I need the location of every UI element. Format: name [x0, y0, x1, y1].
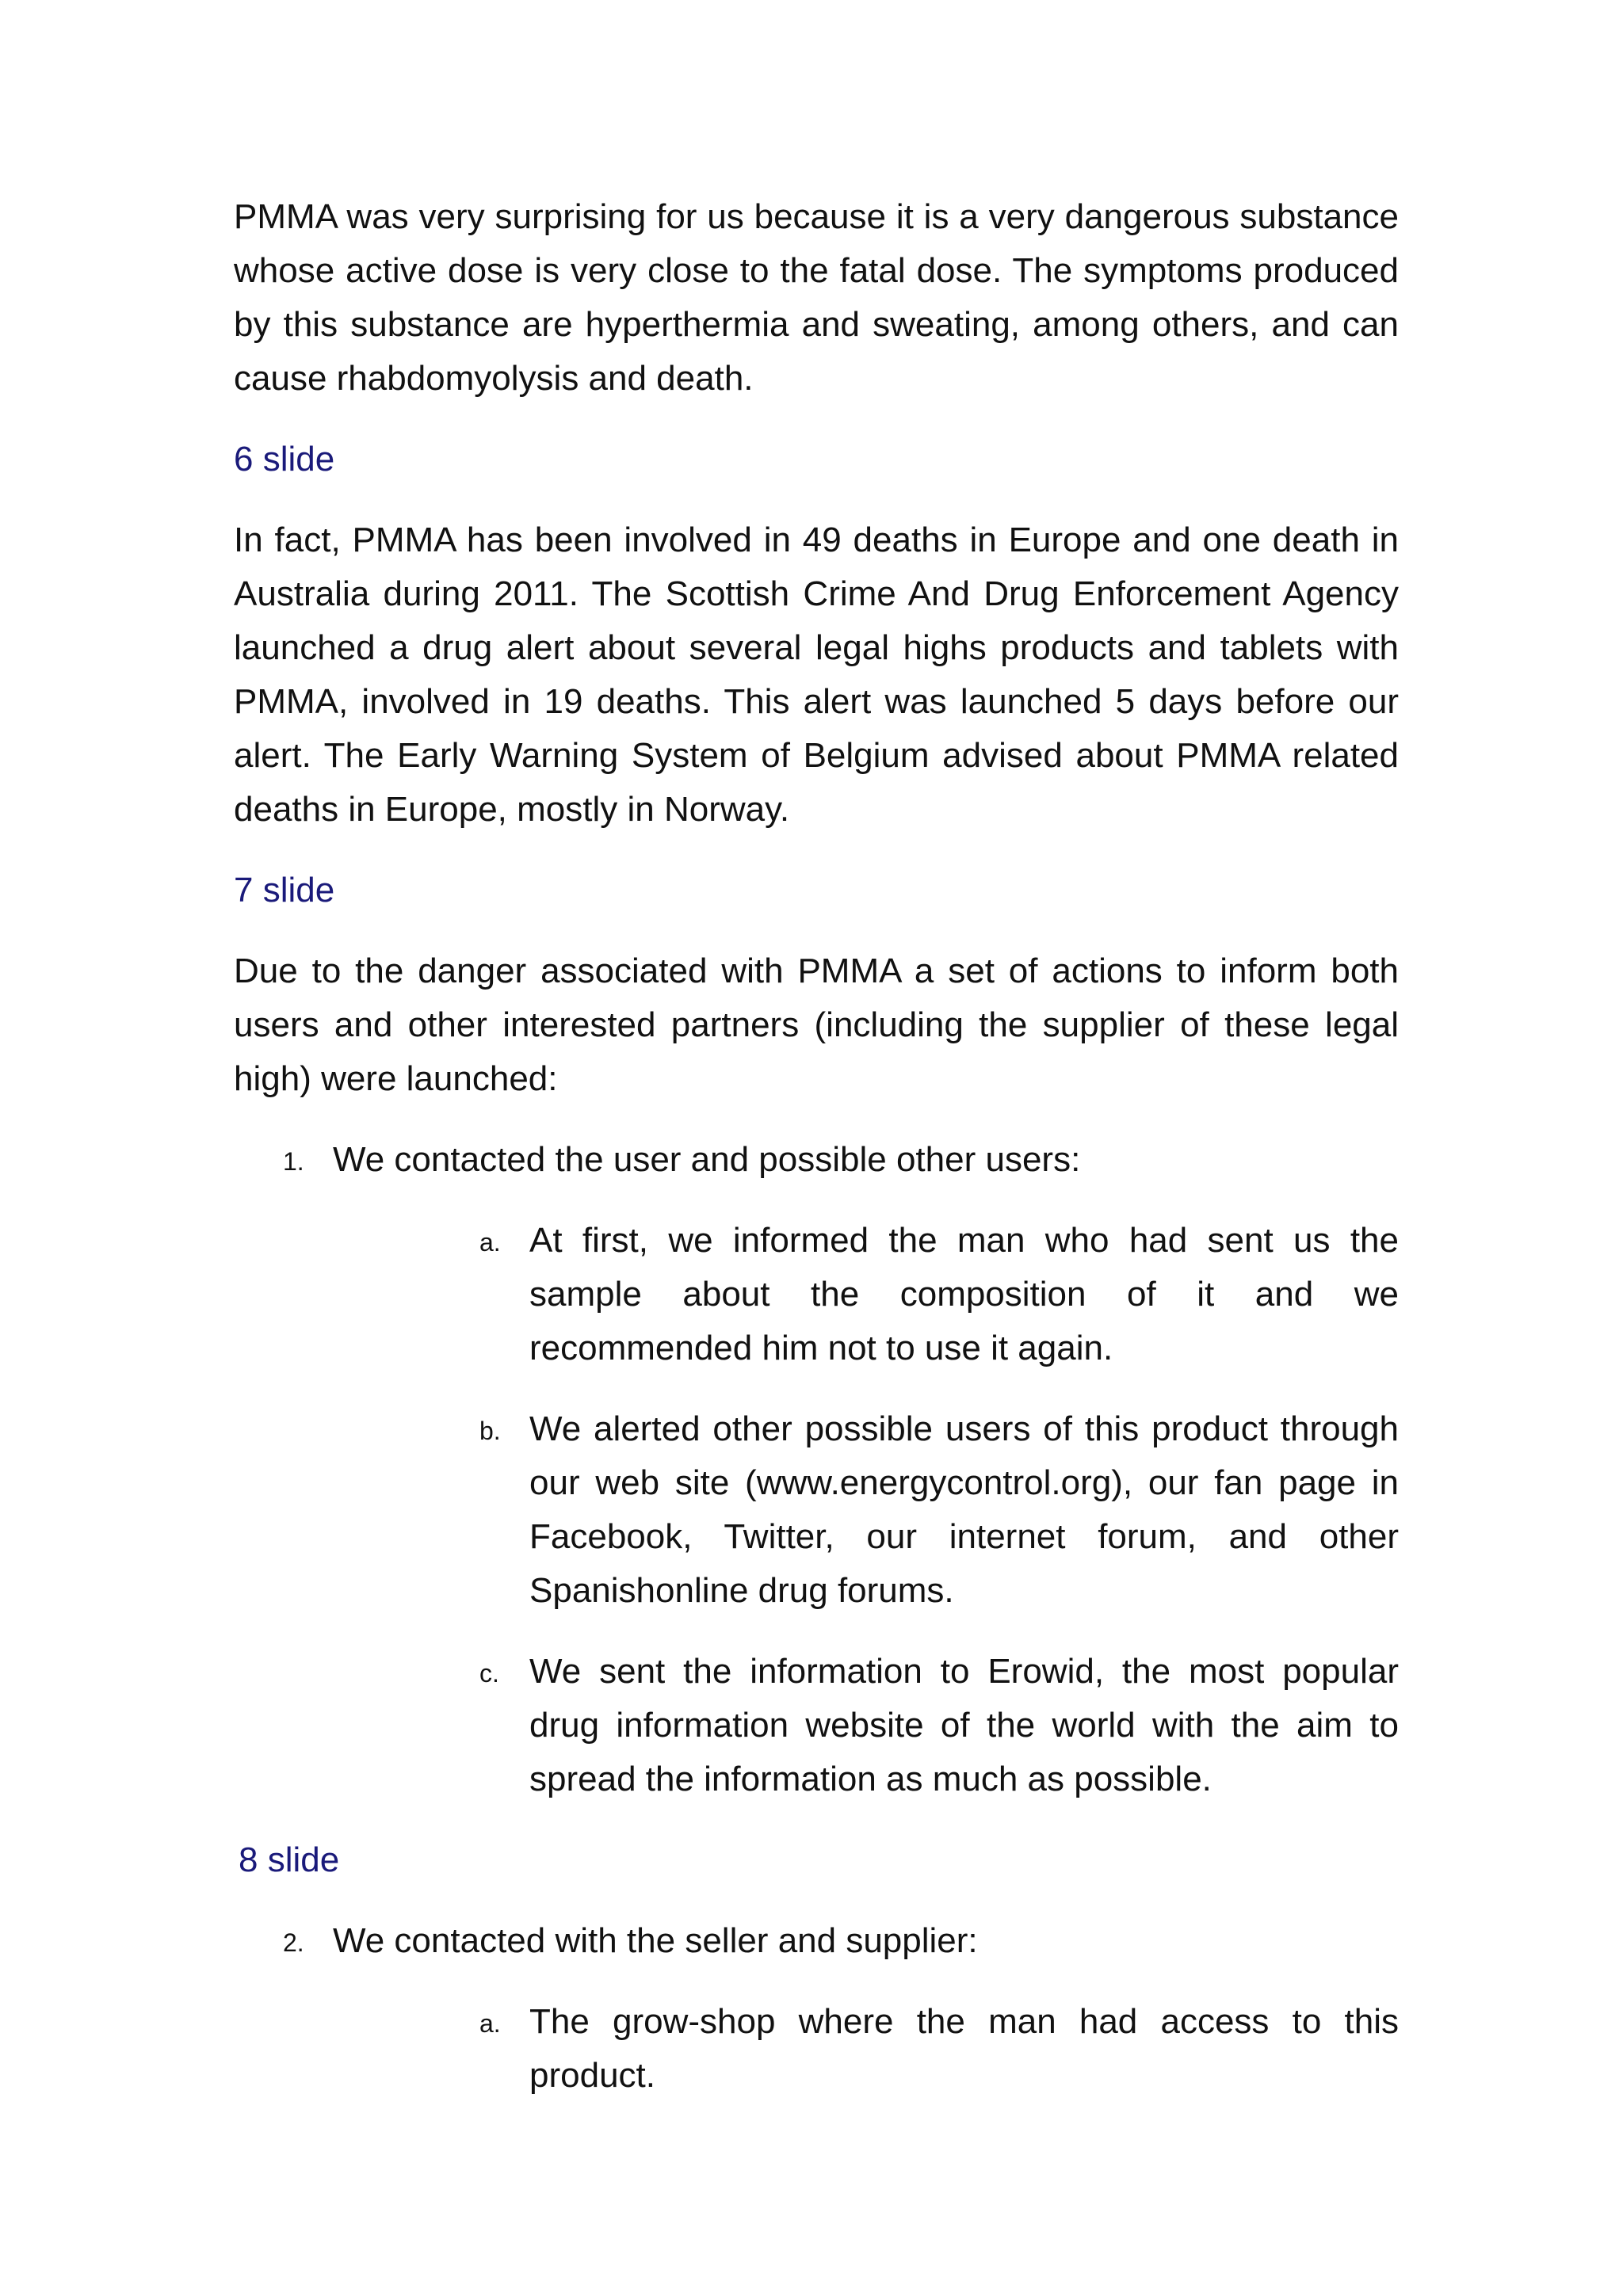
- list-item: [234, 1133, 1399, 1806]
- actions-list: [234, 1133, 1399, 1806]
- sub-list-marker: c.: [479, 1659, 499, 1688]
- sub-list-item: [333, 1995, 1399, 2103]
- sub-list: [333, 1214, 1399, 1806]
- sub-list-item-text: We sent the information to Erowid, the most popular drug information website of the world with the aim to spread the information as much as possible.: [529, 1652, 1399, 1798]
- list-marker: 1.: [283, 1147, 304, 1176]
- sub-list-marker: a.: [479, 2009, 501, 2038]
- paragraph-pmma-danger: PMMA was very surprising for us because it is a very dangerous substance whose active dose is very close to the fatal dose. The symptoms produced by this substance are hyperthermia and sweating, among others, and can cause rhabdomyolysis and death.: [234, 197, 1399, 398]
- sub-list-item-text: We alerted other possible users of this product through our web site (www.energycontrol.org), our fan page in Facebook, Twitter, our internet forum, and other Spanishonline drug forums.: [529, 1409, 1399, 1610]
- list-item-text: We contacted with the seller and supplier:: [333, 1921, 978, 1960]
- sub-list-item-text: At first, we informed the man who had sent us the sample about the composition of it and we recommended him not to use it again.: [529, 1221, 1399, 1367]
- sub-list: [333, 1995, 1399, 2103]
- sub-list-item: [333, 1645, 1399, 1806]
- sub-list-item: [333, 1402, 1399, 1618]
- actions-list-continued: [234, 1914, 1399, 2103]
- heading-slide-6: 6 slide: [234, 440, 335, 479]
- paragraph-pmma-deaths: In fact, PMMA has been involved in 49 deaths in Europe and one death in Australia during 2011. The Scottish Crime And Drug Enforcement Agency launched a drug alert about several legal highs products and tablets with PMMA, involved in 19 deaths. This alert was launched 5 days before our alert. The Early Warning System of Belgium advised about PMMA related deaths in Europe, mostly in Norway.: [234, 521, 1399, 829]
- sub-list-item-text: The grow-shop where the man had access to this product.: [529, 2002, 1399, 2095]
- sub-list-marker: b.: [479, 1417, 501, 1445]
- heading-slide-7: 7 slide: [234, 871, 335, 910]
- list-marker: 2.: [283, 1928, 304, 1957]
- sub-list-item: [333, 1214, 1399, 1375]
- document-page: [234, 190, 1399, 2103]
- heading-slide-8: 8 slide: [239, 1840, 340, 1879]
- paragraph-actions-intro: Due to the danger associated with PMMA a set of actions to inform both users and other interested partners (including the supplier of these legal high) were launched:: [234, 952, 1399, 1098]
- list-item-text: We contacted the user and possible other users:: [333, 1140, 1081, 1179]
- sub-list-marker: a.: [479, 1228, 501, 1257]
- list-item: [234, 1914, 1399, 2103]
